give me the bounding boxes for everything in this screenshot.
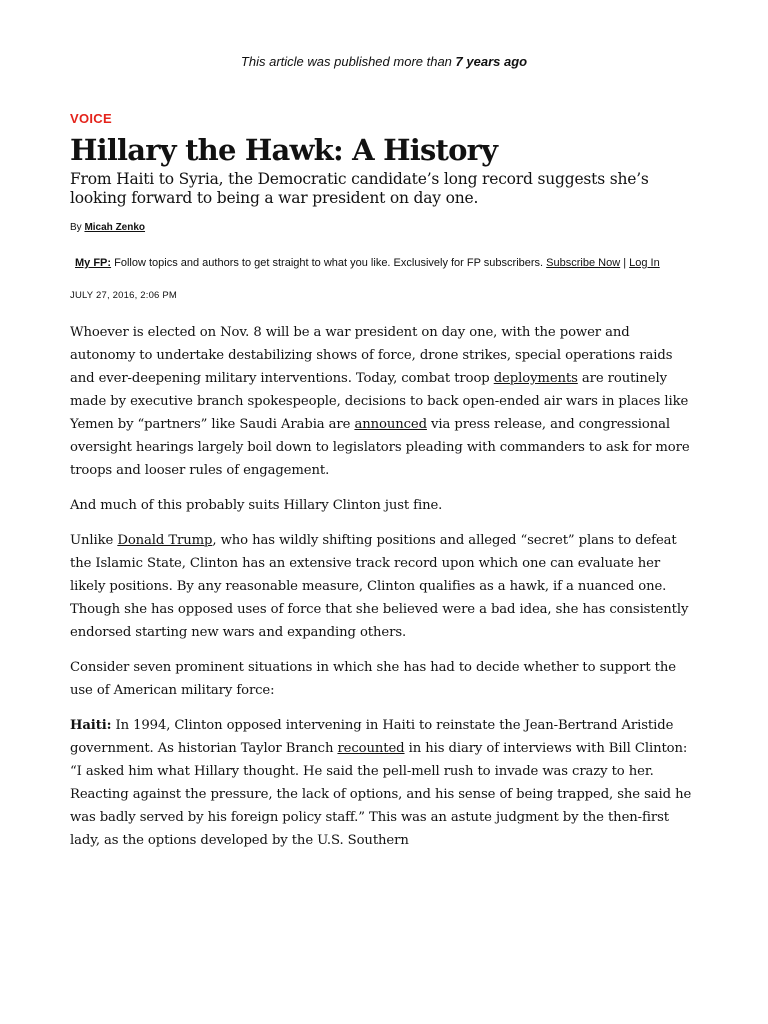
body-text: , who has wildly shifting positions and alleged “secret” plans to defeat the Islamic State, Clinton has an extensive track record upon which one can evaluate her likely positions. By any reasonable measure, Clinton qualifies as a hawk, if a nuanced one. Though she has opposed uses of force that she believed were a bad idea, she has consistently endorsed starting new wars and expanding others. bbox=[70, 533, 689, 640]
body-paragraph bbox=[70, 529, 698, 644]
article-kicker[interactable]: VOICE bbox=[70, 111, 112, 126]
log-in-link[interactable]: Log In bbox=[629, 257, 660, 269]
recounted-link[interactable]: recounted bbox=[337, 741, 405, 756]
body-text: In 1994, Clinton opposed intervening in Haiti to reinstate the Jean-Bertrand Aristide government. As historian Taylor Branch bbox=[70, 718, 674, 756]
publish-date: JULY 27, 2016, 2:06 PM bbox=[70, 290, 178, 301]
body-paragraph: Consider seven prominent situations in which she has had to decide whether to support the use of American military force: bbox=[70, 660, 676, 698]
article-headline: Hillary the Hawk: A History bbox=[70, 133, 498, 167]
body-text: Whoever is elected on Nov. 8 will be a war president on day one, with the power and autonomy to undertake destabilizing shows of force, drone strikes, special operations raids and ever-deepening military interventions. Today, combat troop bbox=[70, 325, 673, 386]
body-paragraph: And much of this probably suits Hillary Clinton just fine. bbox=[70, 498, 443, 513]
myfp-label[interactable]: My FP: bbox=[75, 257, 112, 269]
body-text: in his diary of interviews with Bill Clinton: “I asked him what Hillary thought. He said the pell-mell rush to invade was crazy to her. Reacting against the pressure, the lack of options, and his sense of being trapped, she said he was badly served by his foreign policy staff.” This was an astute judgment by the then-first lady, as the options developed by the U.S. Southern bbox=[70, 741, 692, 848]
byline-prefix: By bbox=[70, 222, 85, 233]
article-body bbox=[70, 321, 698, 852]
body-text: via press release, and congressional oversight hearings largely boil down to legislators pleading with commanders to ask for more troops and looser rules of engagement. bbox=[70, 417, 690, 478]
body-paragraph bbox=[70, 714, 698, 852]
subscribe-now-link[interactable]: Subscribe Now bbox=[546, 257, 621, 269]
announced-link[interactable]: announced bbox=[354, 417, 427, 432]
notice-prefix: This article was published more than bbox=[240, 54, 456, 69]
deployments-link[interactable]: deployments bbox=[493, 371, 578, 386]
article bbox=[70, 110, 698, 864]
notice-age: 7 years ago bbox=[455, 54, 528, 69]
body-paragraph bbox=[70, 321, 698, 482]
myfp-banner bbox=[75, 256, 698, 271]
myfp-separator: | bbox=[620, 257, 630, 269]
donald-trump-link[interactable]: Donald Trump bbox=[117, 533, 213, 548]
body-text: Unlike bbox=[70, 533, 118, 548]
myfp-text: Follow topics and authors to get straight to what you like. Exclusively for FP subscribers. bbox=[111, 257, 547, 269]
section-label-haiti: Haiti: bbox=[70, 718, 112, 733]
author-link[interactable]: Micah Zenko bbox=[84, 222, 146, 233]
article-age-notice bbox=[0, 53, 768, 71]
byline bbox=[70, 221, 698, 235]
body-text: are routinely made by executive branch spokespeople, decisions to back open-ended air wars in places like Yemen by “partners” like Saudi Arabia are bbox=[70, 371, 689, 432]
article-dek: From Haiti to Syria, the Democratic candidate’s long record suggests she’s looking forward to being a war president on day one. bbox=[70, 170, 649, 207]
